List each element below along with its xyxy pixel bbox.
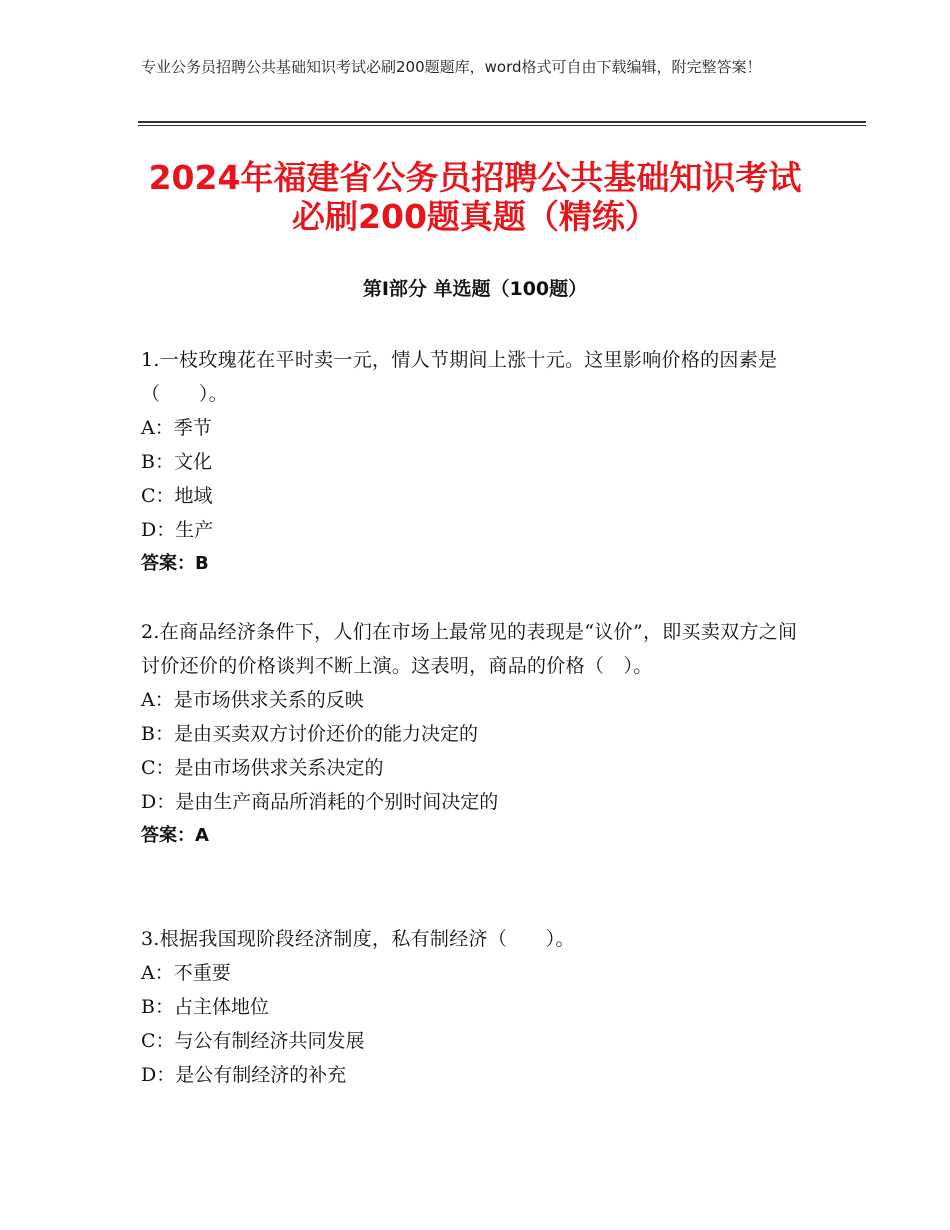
header-rule-thick (138, 121, 866, 123)
question-stem: 2.在商品经济条件下，人们在市场上最常见的表现是“议价”，即买卖双方之间讨价还价的价格谈判不断上演。这表明，商品的价格（ ）。 (141, 621, 798, 677)
question-2 (141, 615, 801, 853)
title-line-2: 必刷200题真题（精练） (292, 197, 658, 236)
question-1 (141, 343, 801, 581)
option-a: A：季节 (141, 417, 212, 439)
option-a: A：不重要 (141, 962, 231, 984)
option-a: A：是市场供求关系的反映 (141, 689, 364, 711)
question-stem: 1.一枝玫瑰花在平时卖一元，情人节期间上涨十元。这里影响价格的因素是（ ）。 (141, 349, 778, 405)
option-d: D：生产 (141, 519, 214, 541)
question-3 (141, 922, 801, 1092)
option-c: C：地域 (141, 485, 213, 507)
question-stem: 3.根据我国现阶段经济制度，私有制经济（ ）。 (141, 928, 575, 950)
option-d: D：是由生产商品所消耗的个别时间决定的 (141, 791, 499, 813)
header-rule-thin (138, 125, 866, 126)
answer: 答案：A (141, 825, 209, 846)
option-b: B：是由买卖双方讨价还价的能力决定的 (141, 723, 478, 745)
section-title: 第Ⅰ部分 单选题（100题） (362, 278, 588, 300)
title-line-1: 2024年福建省公务员招聘公共基础知识考试 (148, 158, 802, 197)
option-b: B：文化 (141, 451, 212, 473)
option-d: D：是公有制经济的补充 (141, 1064, 347, 1086)
option-c: C：与公有制经济共同发展 (141, 1030, 365, 1052)
option-b: B：占主体地位 (141, 996, 269, 1018)
document-title (100, 158, 850, 236)
header-note: 专业公务员招聘公共基础知识考试必刷200题题库，word格式可自由下载编辑，附完整答案！ (141, 58, 762, 76)
option-c: C：是由市场供求关系决定的 (141, 757, 384, 779)
answer: 答案：B (141, 553, 209, 574)
